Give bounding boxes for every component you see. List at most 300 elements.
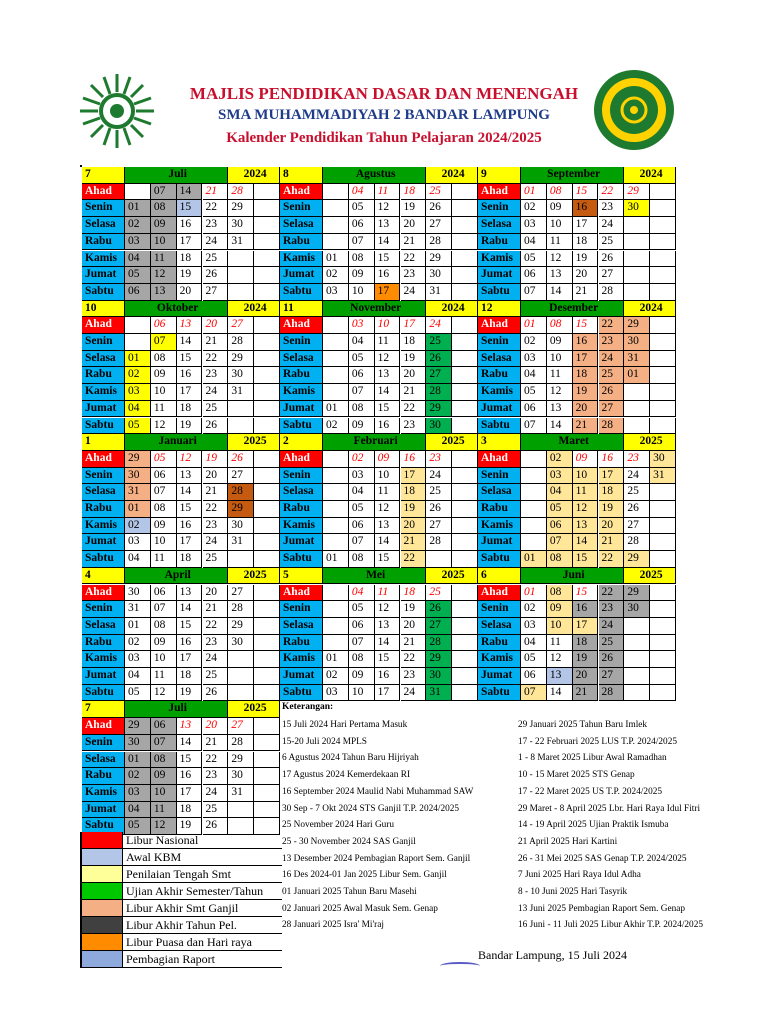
date-cell: 28 xyxy=(426,534,452,551)
date-cell xyxy=(254,184,280,201)
day-label-cell: Rabu xyxy=(82,635,125,652)
day-label-cell: Ahad xyxy=(280,451,323,468)
date-cell: 17 xyxy=(401,317,427,334)
day-label-cell: Ahad xyxy=(280,317,323,334)
date-cell: 23 xyxy=(426,451,452,468)
date-cell: 20 xyxy=(401,367,427,384)
date-cell: 07 xyxy=(521,418,547,435)
date-cell: 26 xyxy=(203,418,229,435)
date-cell: 04 xyxy=(125,802,151,819)
day-label-cell: Ahad xyxy=(478,317,521,334)
date-cell: 25 xyxy=(624,484,650,501)
date-cell: 06 xyxy=(521,668,547,685)
date-cell xyxy=(323,451,349,468)
month-name-cell: Juli xyxy=(125,167,228,184)
date-cell: 14 xyxy=(177,484,203,501)
date-cell xyxy=(452,217,478,234)
day-label-cell: Jumat xyxy=(280,668,323,685)
date-cell: 05 xyxy=(125,818,151,835)
day-label-cell: Senin xyxy=(478,200,521,217)
date-cell: 01 xyxy=(624,367,650,384)
day-label-cell: Senin xyxy=(82,735,125,752)
date-cell: 26 xyxy=(599,251,625,268)
note-left: 17 Agustus 2024 Kemerdekaan RI xyxy=(282,770,411,781)
date-cell: 17 xyxy=(177,234,203,251)
date-cell: 29 xyxy=(228,200,254,217)
month-name-cell: April xyxy=(125,568,228,585)
date-cell: 21 xyxy=(203,735,229,752)
legend-label: Pembagian Raport xyxy=(126,952,215,966)
date-cell: 16 xyxy=(573,200,599,217)
date-cell: 03 xyxy=(323,685,349,702)
day-label-cell: Kamis xyxy=(82,518,125,535)
date-cell xyxy=(254,501,280,518)
date-cell: 23 xyxy=(599,334,625,351)
date-cell: 22 xyxy=(203,351,229,368)
date-cell: 21 xyxy=(203,184,229,201)
note-right: 17 - 22 Februari 2025 LUS T.P. 2024/2025 xyxy=(518,736,677,747)
date-cell: 02 xyxy=(323,668,349,685)
day-label-cell: Sabtu xyxy=(82,685,125,702)
date-cell: 06 xyxy=(151,718,177,735)
day-label-cell: Senin xyxy=(478,468,521,485)
day-label-cell: Selasa xyxy=(280,484,323,501)
date-cell: 21 xyxy=(203,484,229,501)
date-cell: 19 xyxy=(573,651,599,668)
date-cell: 03 xyxy=(125,234,151,251)
day-label-cell: Ahad xyxy=(82,585,125,602)
date-cell: 27 xyxy=(426,217,452,234)
date-cell: 10 xyxy=(547,351,573,368)
date-cell xyxy=(624,217,650,234)
note-right: 26 - 31 Mei 2025 SAS Genap T.P. 2024/2025 xyxy=(518,853,687,864)
date-cell: 08 xyxy=(547,317,573,334)
date-cell: 21 xyxy=(401,234,427,251)
date-cell: 10 xyxy=(151,384,177,401)
day-label-cell: Rabu xyxy=(478,635,521,652)
date-cell: 08 xyxy=(151,752,177,769)
date-cell: 16 xyxy=(177,217,203,234)
date-cell: 05 xyxy=(349,351,375,368)
date-cell: 04 xyxy=(125,668,151,685)
day-label-cell: Ahad xyxy=(82,184,125,201)
date-cell: 12 xyxy=(375,601,401,618)
day-label-cell: Selasa xyxy=(82,484,125,501)
date-cell: 20 xyxy=(401,518,427,535)
date-cell: 01 xyxy=(323,251,349,268)
date-cell xyxy=(521,534,547,551)
date-cell xyxy=(650,518,676,535)
note-left: 15-20 Juli 2024 MPLS xyxy=(282,736,367,747)
date-cell xyxy=(521,468,547,485)
day-label-cell: Jumat xyxy=(82,534,125,551)
legend-swatch xyxy=(82,934,123,950)
date-cell: 27 xyxy=(599,401,625,418)
date-cell: 30 xyxy=(228,768,254,785)
month-year-cell: 2025 xyxy=(228,434,280,451)
date-cell: 04 xyxy=(521,367,547,384)
date-cell: 11 xyxy=(375,184,401,201)
date-cell xyxy=(254,534,280,551)
month-year-cell: 2025 xyxy=(228,701,280,718)
date-cell: 14 xyxy=(177,184,203,201)
month-number-cell: 7 xyxy=(82,167,125,184)
month-number-cell: 12 xyxy=(478,301,521,318)
date-cell: 27 xyxy=(228,718,254,735)
date-cell xyxy=(125,184,151,201)
day-label-cell: Kamis xyxy=(280,251,323,268)
date-cell xyxy=(650,334,676,351)
date-cell: 07 xyxy=(151,601,177,618)
date-cell xyxy=(624,267,650,284)
date-cell: 02 xyxy=(349,451,375,468)
date-cell xyxy=(254,334,280,351)
date-cell: 03 xyxy=(349,468,375,485)
date-cell xyxy=(650,618,676,635)
date-cell xyxy=(228,267,254,284)
date-cell: 10 xyxy=(151,651,177,668)
date-cell xyxy=(452,501,478,518)
date-cell: 08 xyxy=(547,551,573,568)
day-label-cell: Jumat xyxy=(478,534,521,551)
date-cell: 29 xyxy=(624,184,650,201)
date-cell: 07 xyxy=(521,284,547,301)
date-cell: 12 xyxy=(547,384,573,401)
header-title-calendar: Kalender Pendidikan Tahun Pelajaran 2024/2025 xyxy=(226,130,542,146)
date-cell: 25 xyxy=(203,251,229,268)
legend-label: Libur Nasional xyxy=(126,833,199,847)
date-cell xyxy=(452,468,478,485)
note-right: 16 Juni - 11 Juli 2025 Libur Akhir T.P. 2024/2025 xyxy=(518,920,703,931)
date-cell: 30 xyxy=(125,585,151,602)
day-label-cell: Selasa xyxy=(478,217,521,234)
day-label-cell: Senin xyxy=(82,334,125,351)
legend-label: Libur Puasa dan Hari raya xyxy=(126,935,252,949)
month-year-cell: 2024 xyxy=(228,167,280,184)
date-cell: 19 xyxy=(573,251,599,268)
date-cell: 19 xyxy=(177,267,203,284)
date-cell: 05 xyxy=(521,651,547,668)
date-cell: 23 xyxy=(599,601,625,618)
month-number-cell: 7 xyxy=(82,701,125,718)
day-label-cell: Selasa xyxy=(280,217,323,234)
date-cell xyxy=(452,384,478,401)
date-cell: 22 xyxy=(401,251,427,268)
date-cell: 30 xyxy=(426,668,452,685)
legend-item xyxy=(82,934,282,951)
date-cell: 24 xyxy=(203,534,229,551)
note-left: 15 Juli 2024 Hari Pertama Masuk xyxy=(282,720,408,730)
date-cell: 16 xyxy=(599,451,625,468)
date-cell: 17 xyxy=(177,384,203,401)
day-label-cell: Rabu xyxy=(280,234,323,251)
date-cell: 17 xyxy=(177,785,203,802)
date-cell: 04 xyxy=(521,234,547,251)
date-cell xyxy=(254,200,280,217)
date-cell xyxy=(323,317,349,334)
note-left: 30 Sep - 7 Okt 2024 STS Ganjil T.P. 2024/2025 xyxy=(282,803,460,814)
date-cell: 23 xyxy=(203,518,229,535)
month-name-cell: Desember xyxy=(521,301,624,318)
date-cell: 08 xyxy=(151,351,177,368)
date-cell: 11 xyxy=(375,334,401,351)
date-cell: 08 xyxy=(547,585,573,602)
date-cell: 30 xyxy=(125,468,151,485)
day-label-cell: Selasa xyxy=(82,351,125,368)
date-cell xyxy=(452,401,478,418)
date-cell: 03 xyxy=(125,785,151,802)
day-label-cell: Rabu xyxy=(82,234,125,251)
date-cell: 23 xyxy=(624,451,650,468)
date-cell: 09 xyxy=(547,601,573,618)
date-cell: 18 xyxy=(177,668,203,685)
date-cell: 31 xyxy=(125,484,151,501)
day-label-cell: Jumat xyxy=(82,668,125,685)
date-cell: 13 xyxy=(573,518,599,535)
day-label-cell: Selasa xyxy=(280,618,323,635)
month-number-cell: 2 xyxy=(280,434,323,451)
date-cell: 31 xyxy=(624,351,650,368)
date-cell: 26 xyxy=(426,601,452,618)
date-cell: 16 xyxy=(375,668,401,685)
note-right: 10 - 15 Maret 2025 STS Genap xyxy=(518,770,635,781)
date-cell xyxy=(254,468,280,485)
note-right: 29 Januari 2025 Tahun Baru Imlek xyxy=(518,720,648,730)
day-label-cell: Ahad xyxy=(82,718,125,735)
date-cell: 21 xyxy=(203,334,229,351)
month-year-cell: 2024 xyxy=(426,167,478,184)
date-cell: 18 xyxy=(177,802,203,819)
date-cell xyxy=(650,501,676,518)
date-cell xyxy=(650,484,676,501)
day-label-cell: Jumat xyxy=(478,267,521,284)
date-cell xyxy=(254,418,280,435)
date-cell: 03 xyxy=(125,534,151,551)
date-cell xyxy=(650,534,676,551)
day-label-cell: Ahad xyxy=(478,184,521,201)
date-cell: 04 xyxy=(547,484,573,501)
date-cell xyxy=(254,518,280,535)
date-cell: 30 xyxy=(624,334,650,351)
date-cell: 29 xyxy=(228,618,254,635)
date-cell: 31 xyxy=(228,534,254,551)
date-cell: 29 xyxy=(426,401,452,418)
date-cell: 22 xyxy=(599,585,625,602)
day-label-cell: Kamis xyxy=(478,518,521,535)
month-number-cell: 5 xyxy=(280,568,323,585)
date-cell xyxy=(323,334,349,351)
date-cell: 05 xyxy=(349,601,375,618)
date-cell: 10 xyxy=(151,785,177,802)
date-cell xyxy=(323,217,349,234)
notes-title: Keterangan: xyxy=(282,702,334,712)
date-cell: 10 xyxy=(375,468,401,485)
date-cell: 08 xyxy=(151,618,177,635)
date-cell xyxy=(624,234,650,251)
date-cell: 15 xyxy=(375,251,401,268)
date-cell: 15 xyxy=(177,752,203,769)
date-cell: 13 xyxy=(375,618,401,635)
date-cell xyxy=(125,334,151,351)
date-cell: 27 xyxy=(203,284,229,301)
date-cell: 21 xyxy=(573,685,599,702)
date-cell: 25 xyxy=(599,635,625,652)
month-name-cell: Maret xyxy=(521,434,624,451)
date-cell xyxy=(254,618,280,635)
date-cell: 26 xyxy=(203,818,229,835)
date-cell: 17 xyxy=(573,618,599,635)
date-cell: 09 xyxy=(573,451,599,468)
date-cell: 09 xyxy=(349,267,375,284)
month-number-cell: 3 xyxy=(478,434,521,451)
date-cell xyxy=(228,284,254,301)
date-cell: 12 xyxy=(375,501,401,518)
day-label-cell: Senin xyxy=(478,601,521,618)
date-cell: 27 xyxy=(426,518,452,535)
day-label-cell: Kamis xyxy=(478,651,521,668)
date-cell: 22 xyxy=(203,752,229,769)
date-cell: 03 xyxy=(521,217,547,234)
date-cell: 27 xyxy=(426,367,452,384)
date-cell: 13 xyxy=(547,668,573,685)
date-cell: 12 xyxy=(573,501,599,518)
date-cell: 06 xyxy=(349,618,375,635)
date-cell: 26 xyxy=(624,501,650,518)
date-cell: 25 xyxy=(203,668,229,685)
date-cell: 05 xyxy=(125,418,151,435)
date-cell: 27 xyxy=(228,585,254,602)
date-cell: 24 xyxy=(599,351,625,368)
date-cell: 22 xyxy=(599,551,625,568)
date-cell: 17 xyxy=(177,534,203,551)
date-cell xyxy=(650,200,676,217)
legend-label: Libur Akhir Tahun Pel. xyxy=(126,918,237,932)
date-cell: 17 xyxy=(573,217,599,234)
date-cell: 30 xyxy=(624,601,650,618)
date-cell: 08 xyxy=(349,251,375,268)
date-cell: 13 xyxy=(177,468,203,485)
date-cell: 25 xyxy=(599,234,625,251)
note-left: 6 Agustus 2024 Tahun Baru Hijriyah xyxy=(282,753,419,764)
date-cell: 17 xyxy=(375,284,401,301)
date-cell xyxy=(323,518,349,535)
date-cell xyxy=(650,601,676,618)
day-label-cell: Jumat xyxy=(478,401,521,418)
date-cell: 04 xyxy=(125,551,151,568)
date-cell xyxy=(650,284,676,301)
date-cell: 29 xyxy=(125,451,151,468)
date-cell: 11 xyxy=(151,401,177,418)
date-cell: 20 xyxy=(203,317,229,334)
month-name-cell: September xyxy=(521,167,624,184)
date-cell xyxy=(624,418,650,435)
date-cell: 07 xyxy=(151,184,177,201)
day-label-cell: Ahad xyxy=(82,451,125,468)
date-cell: 13 xyxy=(177,718,203,735)
date-cell: 02 xyxy=(323,267,349,284)
date-cell: 10 xyxy=(573,468,599,485)
date-cell: 25 xyxy=(599,367,625,384)
legend-item xyxy=(82,866,282,883)
date-cell: 21 xyxy=(573,418,599,435)
date-cell: 16 xyxy=(177,518,203,535)
day-label-cell: Sabtu xyxy=(478,418,521,435)
date-cell xyxy=(650,351,676,368)
date-cell xyxy=(521,451,547,468)
date-cell: 11 xyxy=(573,484,599,501)
date-cell: 01 xyxy=(521,585,547,602)
date-cell: 12 xyxy=(547,251,573,268)
date-cell: 13 xyxy=(375,518,401,535)
date-cell: 26 xyxy=(599,384,625,401)
date-cell: 23 xyxy=(203,367,229,384)
date-cell: 13 xyxy=(177,317,203,334)
legend-label: Libur Akhir Smt Ganjil xyxy=(126,901,239,915)
date-cell xyxy=(254,785,280,802)
date-cell: 02 xyxy=(547,451,573,468)
date-cell: 08 xyxy=(151,200,177,217)
date-cell: 17 xyxy=(375,685,401,702)
date-cell: 02 xyxy=(125,518,151,535)
date-cell: 01 xyxy=(521,317,547,334)
date-cell: 02 xyxy=(125,217,151,234)
date-cell: 15 xyxy=(573,551,599,568)
date-cell: 02 xyxy=(125,635,151,652)
date-cell: 30 xyxy=(228,367,254,384)
date-cell: 06 xyxy=(151,585,177,602)
date-cell xyxy=(254,635,280,652)
month-name-cell: Februari xyxy=(323,434,426,451)
day-label-cell: Jumat xyxy=(280,401,323,418)
date-cell xyxy=(254,351,280,368)
date-cell: 26 xyxy=(203,267,229,284)
legend-swatch xyxy=(82,849,123,865)
date-cell xyxy=(452,451,478,468)
day-label-cell: Jumat xyxy=(280,267,323,284)
date-cell: 10 xyxy=(349,685,375,702)
date-cell: 22 xyxy=(401,551,427,568)
date-cell: 31 xyxy=(125,601,151,618)
day-label-cell: Sabtu xyxy=(478,551,521,568)
date-cell: 24 xyxy=(599,618,625,635)
date-cell: 07 xyxy=(349,234,375,251)
month-year-cell: 2024 xyxy=(228,301,280,318)
date-cell: 22 xyxy=(401,651,427,668)
date-cell: 25 xyxy=(426,334,452,351)
date-cell: 19 xyxy=(177,818,203,835)
date-cell: 02 xyxy=(125,768,151,785)
date-cell xyxy=(650,267,676,284)
date-cell: 20 xyxy=(573,267,599,284)
date-cell: 09 xyxy=(547,334,573,351)
date-cell: 13 xyxy=(547,267,573,284)
day-label-cell: Kamis xyxy=(82,651,125,668)
day-label-cell: Selasa xyxy=(82,618,125,635)
page-header xyxy=(0,62,768,162)
date-cell xyxy=(254,384,280,401)
month-number-cell: 11 xyxy=(280,301,323,318)
date-cell xyxy=(323,601,349,618)
date-cell: 06 xyxy=(151,317,177,334)
legend-label: Ujian Akhir Semester/Tahun xyxy=(126,884,264,898)
date-cell xyxy=(228,551,254,568)
date-cell: 27 xyxy=(426,618,452,635)
date-cell xyxy=(624,635,650,652)
date-cell: 26 xyxy=(599,651,625,668)
date-cell: 29 xyxy=(624,585,650,602)
note-right: 7 Juni 2025 Hari Raya Idul Adha xyxy=(518,870,641,881)
date-cell: 27 xyxy=(599,668,625,685)
